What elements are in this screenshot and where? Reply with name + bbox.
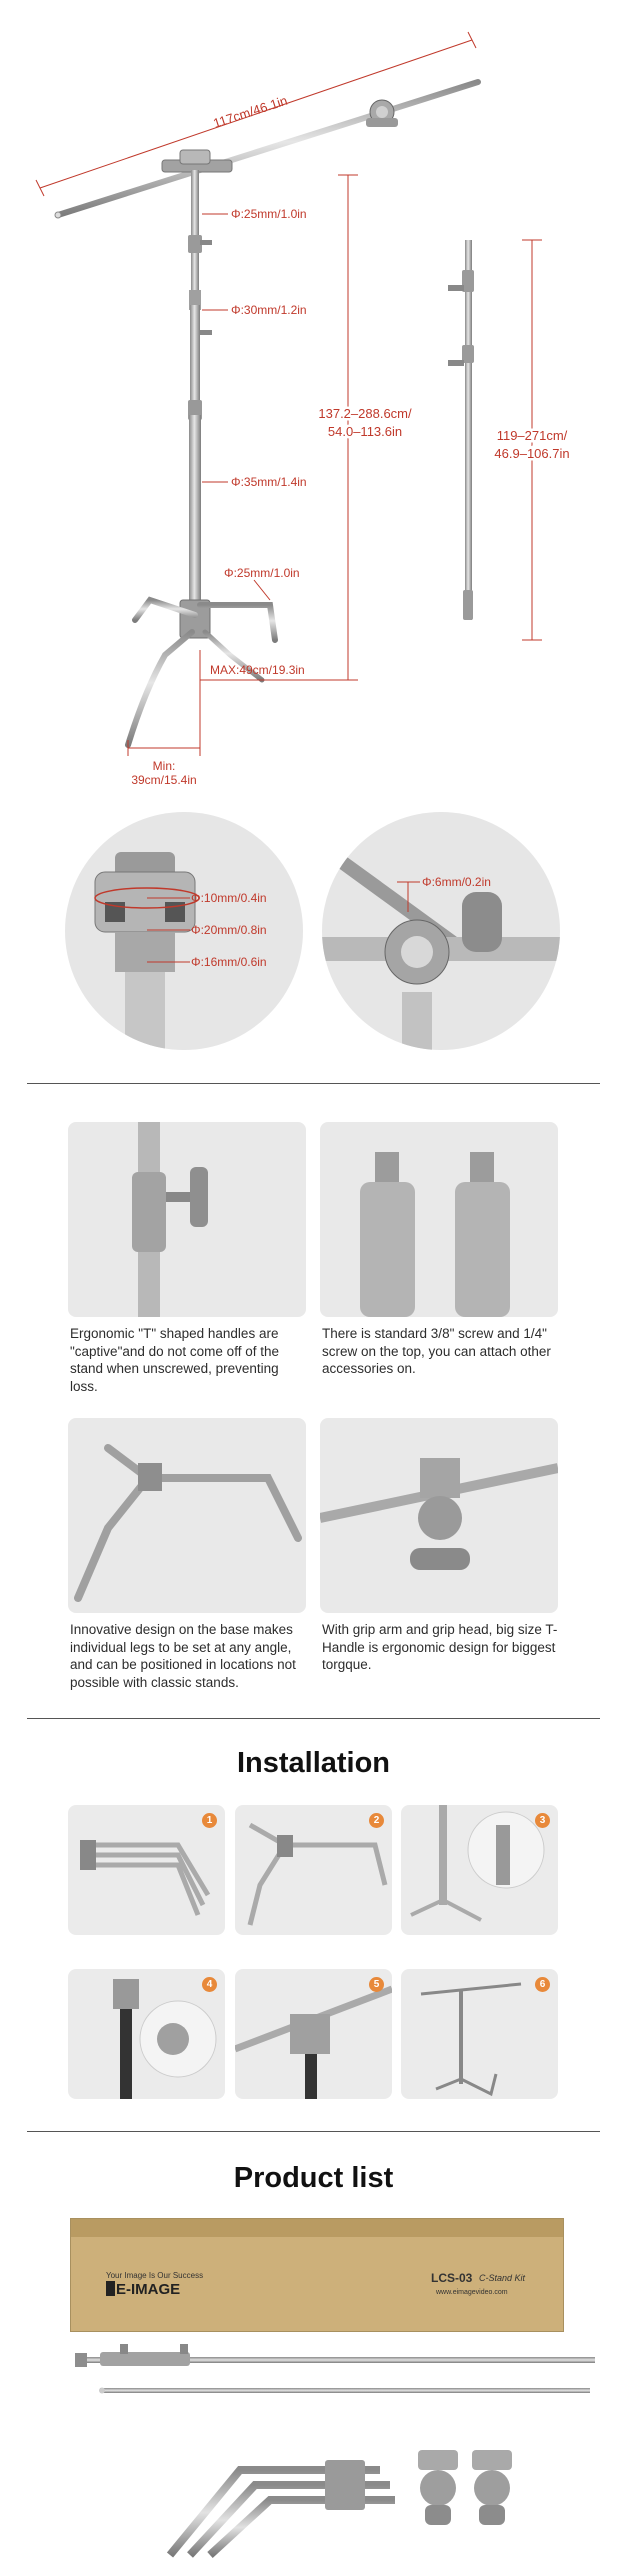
base-max-label: MAX:49cm/19.3in: [210, 663, 305, 677]
detail-d10-label: Φ:10mm/0.4in: [191, 891, 267, 905]
step-badge: 1: [202, 1813, 217, 1828]
feature-image-handle: [68, 1122, 306, 1317]
single-height-label-2: 46.9–106.7in: [494, 446, 570, 461]
box-tagline: Your Image Is Our Success: [106, 2271, 204, 2280]
box-url: www.eimagevideo.com: [436, 2289, 508, 2296]
step-badge: 3: [535, 1813, 550, 1828]
box-model: LCS-03: [431, 2271, 473, 2285]
diameter-leg-label: Φ:25mm/1.0in: [224, 566, 300, 580]
box-model-desc: C-Stand Kit: [479, 2273, 526, 2283]
step-badge: 5: [369, 1977, 384, 1992]
stand-column-component: [75, 2344, 595, 2367]
feature-image-screws: [320, 1122, 558, 1317]
diameter-top-label: Φ:25mm/1.0in: [231, 207, 307, 221]
grip-heads-component: [418, 2450, 512, 2525]
grip-detail-circle: [322, 812, 560, 1050]
install-step-4: [68, 1969, 225, 2099]
product-list-title: Product list: [233, 2162, 394, 2194]
product-components: [0, 2340, 627, 2560]
section-divider: [27, 2131, 600, 2132]
step-badge: 4: [202, 1977, 217, 1992]
install-step-2: [235, 1805, 392, 1935]
feature-caption-2: There is standard 3/8" screw and 1/4" screw on the top, you can attach other accessories on.: [322, 1326, 551, 1376]
install-step-3: [401, 1805, 558, 1935]
diameter-lower-label: Φ:35mm/1.4in: [231, 475, 307, 489]
install-step-6: [401, 1969, 558, 2099]
base-min-label-1: Min:: [152, 759, 176, 773]
feature-image-base: [68, 1418, 306, 1613]
single-column-image: [448, 240, 474, 620]
base-min-label-2: 39cm/15.4in: [131, 773, 197, 787]
install-step-1: [68, 1805, 225, 1935]
single-height-label-1: 119–271cm/: [496, 428, 568, 443]
section-divider: [27, 1083, 600, 1084]
installation-title: Installation: [236, 1747, 391, 1779]
feature-image-grip-arm: [320, 1418, 558, 1613]
height-range-label-2: 54.0–113.6in: [327, 424, 403, 439]
install-step-5: [235, 1969, 392, 2099]
head-detail-circle: [65, 812, 303, 1050]
brand-logo-icon: [106, 2281, 115, 2296]
feature-caption-3: Innovative design on the base makes individual legs to be set at any angle, and can be positioned in locations not possible with classic stands.: [70, 1622, 296, 1690]
feature-caption-4: With grip arm and grip head, big size T-Handle is ergonomic design for biggest torgque.: [322, 1622, 558, 1672]
detail-d20-label: Φ:20mm/0.8in: [191, 923, 267, 937]
product-box: [70, 2218, 564, 2332]
section-divider: [27, 1718, 600, 1719]
feature-caption-1: Ergonomic "T" shaped handles are "captive"and do not come off of the stand when unscrewed, preventing loss.: [70, 1326, 279, 1394]
box-brand: E-IMAGE: [116, 2281, 181, 2298]
detail-d6-label: Φ:6mm/0.2in: [422, 875, 491, 889]
step-badge: 2: [369, 1813, 384, 1828]
step-badge: 6: [535, 1977, 550, 1992]
detail-d16-label: Φ:16mm/0.6in: [191, 955, 267, 969]
c-stand-diagram: [0, 0, 627, 790]
base-legs-component: [170, 2460, 395, 2555]
boom-length-label: 117cm/46.1in: [211, 92, 290, 131]
diameter-upper-label: Φ:30mm/1.2in: [231, 303, 307, 317]
boom-arm-component: [99, 2388, 590, 2394]
height-range-label-1: 137.2–288.6cm/: [318, 406, 412, 421]
